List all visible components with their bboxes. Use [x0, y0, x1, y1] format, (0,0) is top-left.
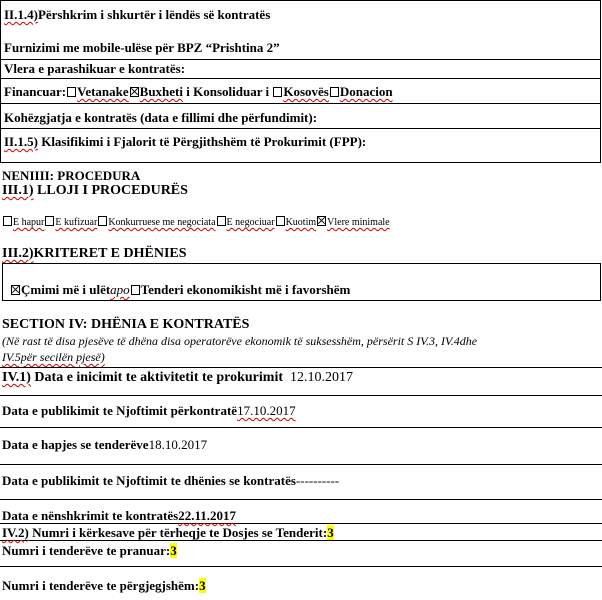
financing-option-label: Donacion: [339, 84, 393, 99]
unchecked-checkbox-icon[interactable]: [131, 285, 140, 295]
procedure-option-label: Konkurruese me negociata: [108, 217, 216, 228]
checked-checkbox-icon[interactable]: [130, 87, 139, 97]
unchecked-checkbox-icon[interactable]: [45, 216, 54, 226]
withdrawal-requests-field: IV.2) Numri i kërkesave për tërheqje te Dosjes se Tenderit:3: [2, 525, 334, 540]
financing-option-label: Kosovës: [283, 84, 329, 99]
award-section-title: SECTION IV: DHËNIA E KONTRATËS: [2, 317, 250, 332]
contract-signing-date-field: Data e nënshkrimit te kontratës22.11.2017: [2, 508, 237, 523]
duration-label: Kohëzgjatja e kontratës (data e fillimi dhe përfundimit):: [4, 110, 318, 125]
estimated-value-label: Vlera e parashikuar e kontratës:: [4, 61, 186, 76]
cpv-heading: II.1.5) Klasifikimi i Fjalorit të Përgjithshëm të Prokurimit (FPP):: [4, 134, 367, 149]
procedure-section-title: NENIIII: PROCEDURA: [2, 168, 141, 183]
short-description-heading: II.1.4)Përshkrim i shkurtër i lëndës së kontratës: [4, 7, 271, 22]
received-tenders-field: Numri i tenderëve te pranuar:3: [2, 543, 177, 558]
financing-text: i Konsoliduar i: [183, 84, 273, 99]
procedure-option-label: E kufizuar: [55, 217, 98, 228]
tender-opening-date-field: Data e hapjes se tenderëve18.10.2017: [2, 437, 208, 452]
financing-option-label: Buxheti: [139, 84, 183, 99]
short-description-value: Furnizimi me mobile-ulëse për BPZ “Prishtina 2”: [4, 40, 280, 55]
initiation-date-field: IV.1) Data e inicimit te aktivitetit te prokurimit 12.10.2017: [2, 370, 353, 385]
procedure-option-label: Kuotim: [285, 217, 317, 228]
unchecked-checkbox-icon[interactable]: [3, 216, 12, 226]
procedure-option-label: E negociuar: [226, 217, 275, 228]
criteria-option-label: Tenderi ekonomikisht më i favorshëm: [140, 282, 351, 297]
unchecked-checkbox-icon[interactable]: [273, 87, 282, 97]
procedure-type-options: [2, 216, 390, 228]
criteria-option-suffix: apo: [110, 282, 130, 297]
criteria-option-label: Çmimi më i ulët: [21, 282, 111, 297]
unchecked-checkbox-icon[interactable]: [98, 216, 107, 226]
financing-row: Financuar: Vetanake Buxheti i Konsoliduar i Kosovës Donacion: [4, 84, 393, 99]
award-note-line-2: IV.5për secilën pjesë): [2, 350, 105, 364]
award-criteria-options: [10, 282, 350, 298]
unchecked-checkbox-icon[interactable]: [276, 216, 285, 226]
unchecked-checkbox-icon[interactable]: [67, 87, 76, 97]
checked-checkbox-icon[interactable]: [11, 285, 20, 295]
unchecked-checkbox-icon[interactable]: [330, 87, 339, 97]
checked-checkbox-icon[interactable]: [317, 216, 326, 226]
award-criteria-heading: III.2)KRITERET E DHËNIES: [2, 246, 187, 261]
procedure-option-label: E hapur: [13, 217, 45, 228]
contract-notice-date-field: Data e publikimit te Njoftimit përkontratë17.10.2017: [2, 403, 296, 418]
procedure-type-heading: III.1) LLOJI I PROCEDURËS: [2, 183, 188, 198]
award-notice-date-field: Data e publikimit te Njoftimit te dhënies se kontratës----------: [2, 473, 340, 488]
financing-option-label: Vetanake: [77, 84, 129, 99]
award-note-line-1: (Në rast të disa pjesëve të dhëna disa operatorëve ekonomik të suksesshëm, përsërit S IV.3, IV.4dhe: [2, 334, 478, 348]
procedure-option-label: Vlere minimale: [327, 217, 390, 228]
unchecked-checkbox-icon[interactable]: [217, 216, 226, 226]
responsive-tenders-field: Numri i tenderëve te përgjegjshëm:3: [2, 578, 206, 593]
